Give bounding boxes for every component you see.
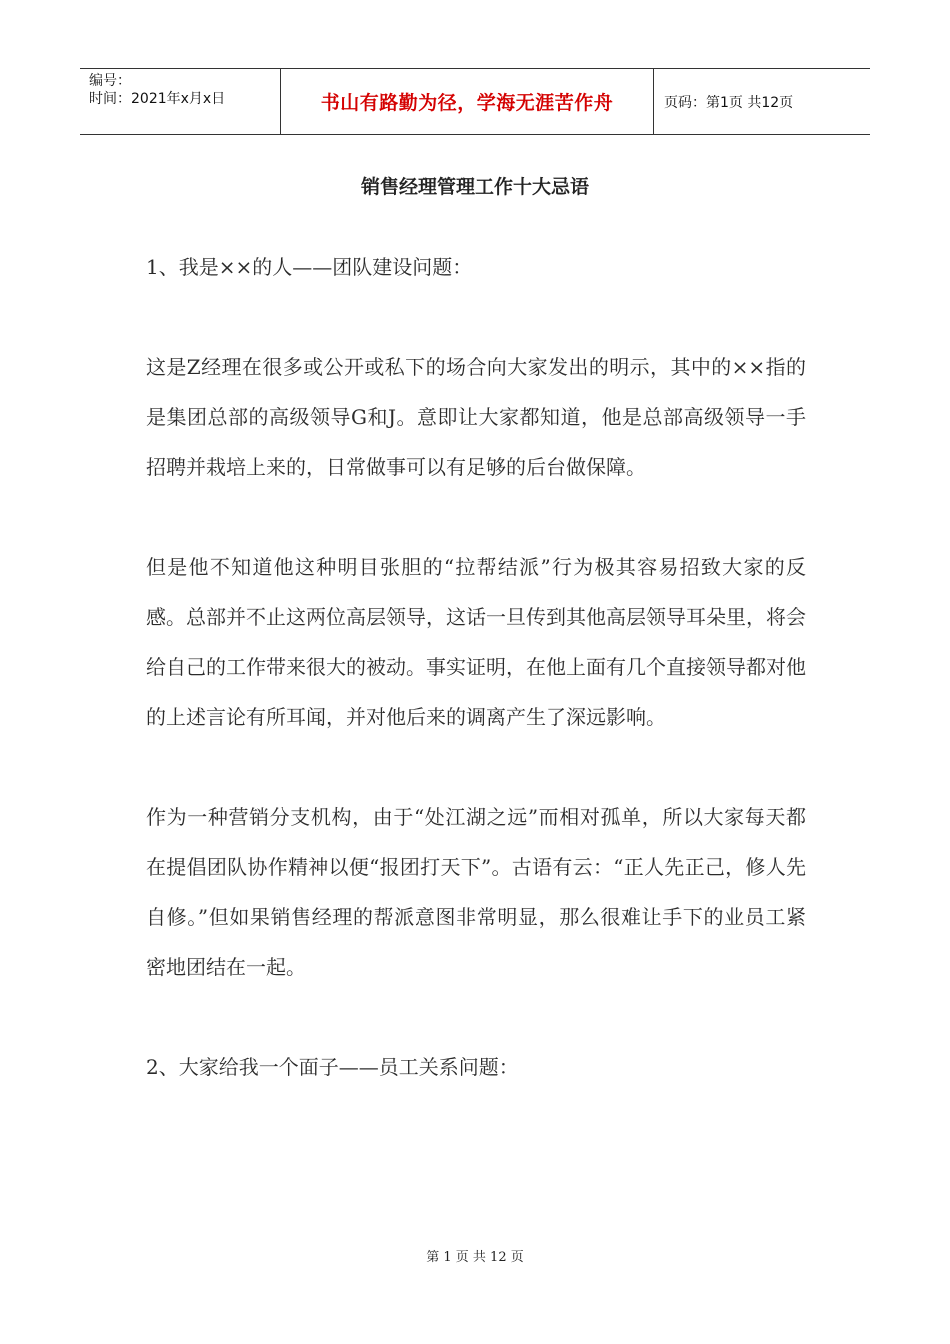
- header-motto: 书山有路勤为径，学海无涯苦作舟: [281, 69, 654, 134]
- header-meta: [80, 69, 281, 134]
- section-heading-2: 2、大家给我一个面子——员工关系问题：: [146, 1055, 519, 1079]
- document-body: [146, 242, 806, 1092]
- page-footer: 第 1 页 共 12 页: [426, 1250, 524, 1265]
- document-number-label: 编号：: [89, 73, 131, 89]
- document-date-label: 时间：2021年x月x日: [89, 91, 226, 107]
- section-heading-1: 1、我是××的人——团队建设问题：: [146, 255, 473, 279]
- page-header: [80, 68, 870, 135]
- document-title: 销售经理管理工作十大忌语: [360, 176, 589, 198]
- header-page-info: 页码：第1页 共12页: [664, 94, 794, 111]
- body-paragraph: 作为一种营销分支机构，由于“处江湖之远”而相对孤单，所以大家每天都在提倡团队协作精神以便“报团打天下”。古语有云：“正人先正己，修人先自修。”但如果销售经理的帮派意图非常明显，那么很难让手下的业员工紧密地团结在一起。: [146, 805, 806, 979]
- body-paragraph: 这是Z经理在很多或公开或私下的场合向大家发出的明示，其中的××指的是集团总部的高级领导G和J。意即让大家都知道，他是总部高级领导一手招聘并栽培上来的，日常做事可以有足够的后台做保障。: [146, 355, 806, 479]
- body-paragraph: 但是他不知道他这种明目张胆的“拉帮结派”行为极其容易招致大家的反感。总部并不止这两位高层领导，这话一旦传到其他高层领导耳朵里，将会给自己的工作带来很大的被动。事实证明，在他上面有几个直接领导都对他的上述言论有所耳闻，并对他后来的调离产生了深远影响。: [146, 555, 806, 729]
